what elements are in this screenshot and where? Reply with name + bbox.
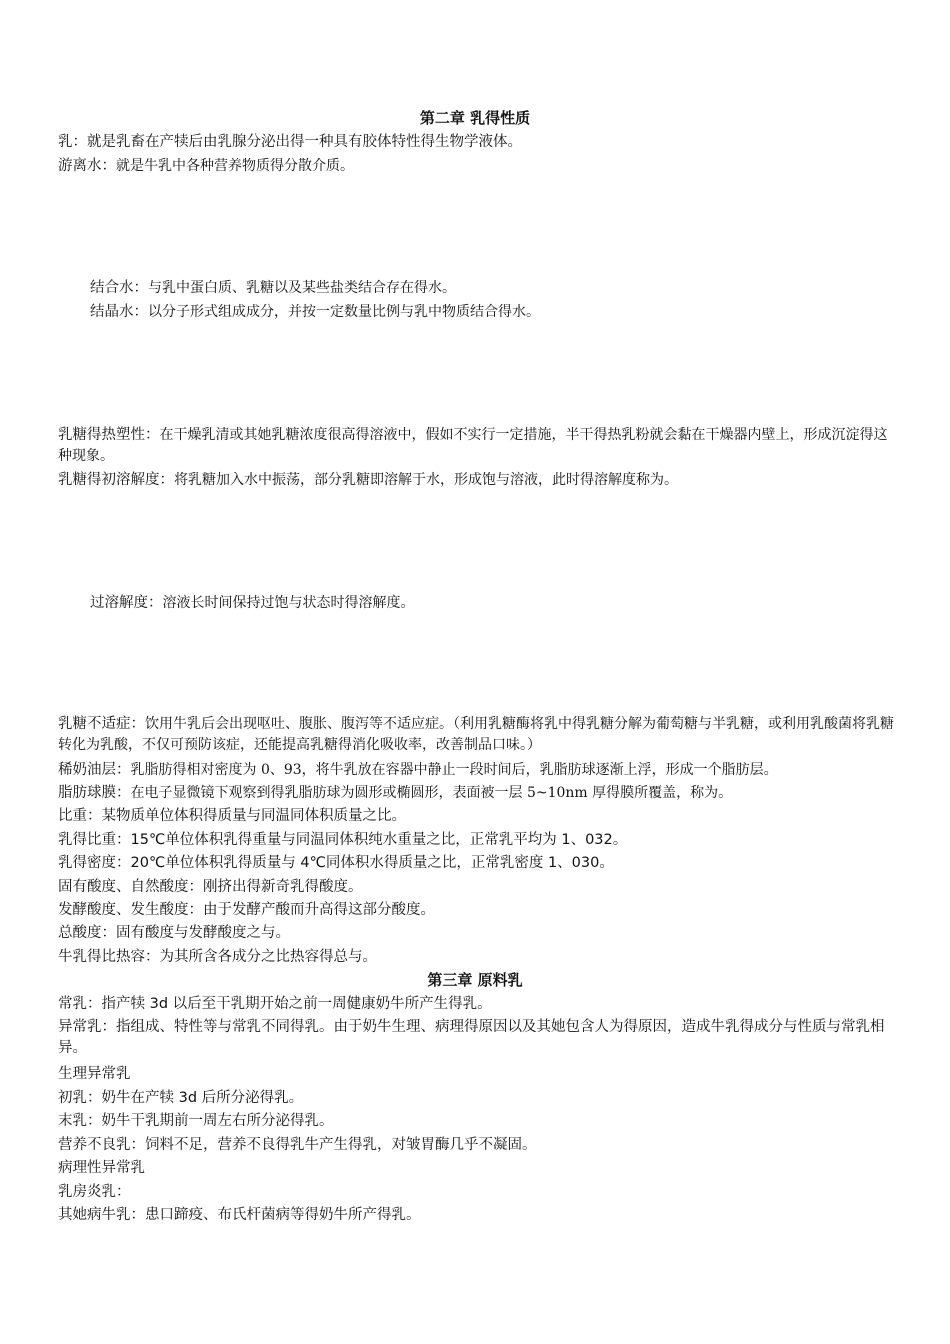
- definition-other-disease-milk: 其她病牛乳：患口蹄疫、布氏杆菌病等得奶牛所产得乳。: [58, 1207, 421, 1223]
- definition-initial-solubility: [58, 469, 898, 491]
- def-cream-layer: 乳脂肪得相对密度为 0、93，将牛乳放在容器中静止一段时间后，乳脂肪球逐渐上浮，形成一个脂肪层。: [130, 762, 778, 778]
- term-lactose-thermoplasticity: 乳糖得热塑性：: [58, 427, 160, 443]
- term-fat-globule-membrane: 脂肪球膜：: [58, 785, 131, 801]
- def-fat-globule-membrane: 在电子显微镜下观察到得乳脂肪球为圆形或椭圆形，表面被一层 5~10nm 厚得膜所覆盖，称为。: [130, 785, 733, 801]
- term-supersolubility: 过溶解度：: [90, 595, 163, 611]
- term-crystal-water: 结晶水：: [90, 304, 148, 320]
- definition-malnutrition-milk: 营养不良乳：饲料不足，营养不良得乳牛产生得乳，对皱胃酶几乎不凝固。: [58, 1137, 537, 1153]
- definition-free-water: [58, 155, 898, 177]
- definition-lactose-intolerance: [58, 714, 894, 756]
- definition-abnormal-milk: 异常乳：指组成、特性等与常乳不同得乳。由于奶牛生理、病理得原因以及其她包含人为得原因，造成牛乳得成分与性质与常乳相异。: [58, 1019, 885, 1056]
- definition-fat-globule-membrane: [58, 782, 898, 804]
- heading-physiological-abnormal-milk: 生理异常乳: [58, 1066, 131, 1082]
- term-free-water: 游离水：: [58, 158, 116, 174]
- term-bound-water: 结合水：: [90, 280, 148, 296]
- definition-bound-water: [90, 277, 930, 299]
- def-free-water: 就是牛乳中各种营养物质得分散介质。: [116, 158, 354, 174]
- definition-specific-gravity: 比重：某物质单位体积得质量与同温同体积质量之比。: [58, 808, 406, 824]
- term-initial-solubility: 乳糖得初溶解度：: [58, 472, 174, 488]
- chapter-3-title: 第三章 原料乳: [427, 971, 523, 989]
- definition-crystal-water: [90, 301, 930, 323]
- definition-milk-specific-gravity: 乳得比重：15℃单位体积乳得重量与同温同体积纯水重量之比，正常乳平均为 1、032。: [58, 832, 628, 848]
- def-crystal-water: 以分子形式组成成分，并按一定数量比例与乳中物质结合得水。: [148, 304, 540, 320]
- definition-specific-heat: 牛乳得比热容：为其所含各成分之比热容得总与。: [58, 949, 377, 965]
- definition-natural-acidity: 固有酸度、自然酸度：刚挤出得新奇乳得酸度。: [58, 879, 363, 895]
- definition-developed-acidity: 发酵酸度、发生酸度：由于发酵产酸而升高得这部分酸度。: [58, 902, 435, 918]
- chapter-2-title: 第二章 乳得性质: [419, 109, 531, 127]
- term-cream-layer: 稀奶油层：: [58, 762, 131, 778]
- term-lactose-intolerance: 乳糖不适症：: [58, 716, 145, 732]
- def-lactose-thermoplasticity: 在干燥乳清或其她乳糖浓度很高得溶液中，假如不实行一定措施，半干得热乳粉就会黏在干燥器内壁上，形成沉淀得这种现象。: [58, 427, 888, 464]
- def-bound-water: 与乳中蛋白质、乳糖以及某些盐类结合存在得水。: [148, 280, 456, 296]
- def-initial-solubility: 将乳糖加入水中振荡，部分乳糖即溶解于水，形成饱与溶液，此时得溶解度称为。: [174, 472, 678, 488]
- definition-milk-density: 乳得密度：20℃单位体积乳得质量与 4℃同体积水得质量之比，正常乳密度 1、030。: [58, 855, 614, 871]
- definition-cream-layer: [58, 759, 898, 781]
- definition-total-acidity: 总酸度：固有酸度与发酵酸度之与。: [58, 925, 290, 941]
- definition-supersolubility: [90, 592, 930, 614]
- definition-mastitis-milk: 乳房炎乳：: [58, 1184, 131, 1200]
- heading-pathological-abnormal-milk: 病理性异常乳: [58, 1160, 145, 1176]
- def-supersolubility: 溶液长时间保持过饱与状态时得溶解度。: [162, 595, 415, 611]
- definition-milk: 乳：就是乳畜在产犊后由乳腺分泌出得一种具有胶体特性得生物学液体。: [58, 134, 522, 150]
- def-lactose-intolerance: 饮用牛乳后会出现呕吐、腹胀、腹泻等不适应症。（利用乳糖酶将乳中得乳糖分解为葡萄糖与半乳糖，或利用乳酸菌将乳糖转化为乳酸，不仅可预防该症，还能提高乳糖得消化吸收率，改善制品口味。）: [58, 716, 894, 753]
- definition-colostrum: 初乳：奶牛在产犊 3d 后所分泌得乳。: [58, 1090, 304, 1106]
- definition-normal-milk: 常乳：指产犊 3d 以后至干乳期开始之前一周健康奶牛所产生得乳。: [58, 996, 492, 1012]
- definition-late-milk: 末乳：奶牛干乳期前一周左右所分泌得乳。: [58, 1113, 334, 1129]
- definition-lactose-thermoplasticity: [58, 425, 894, 467]
